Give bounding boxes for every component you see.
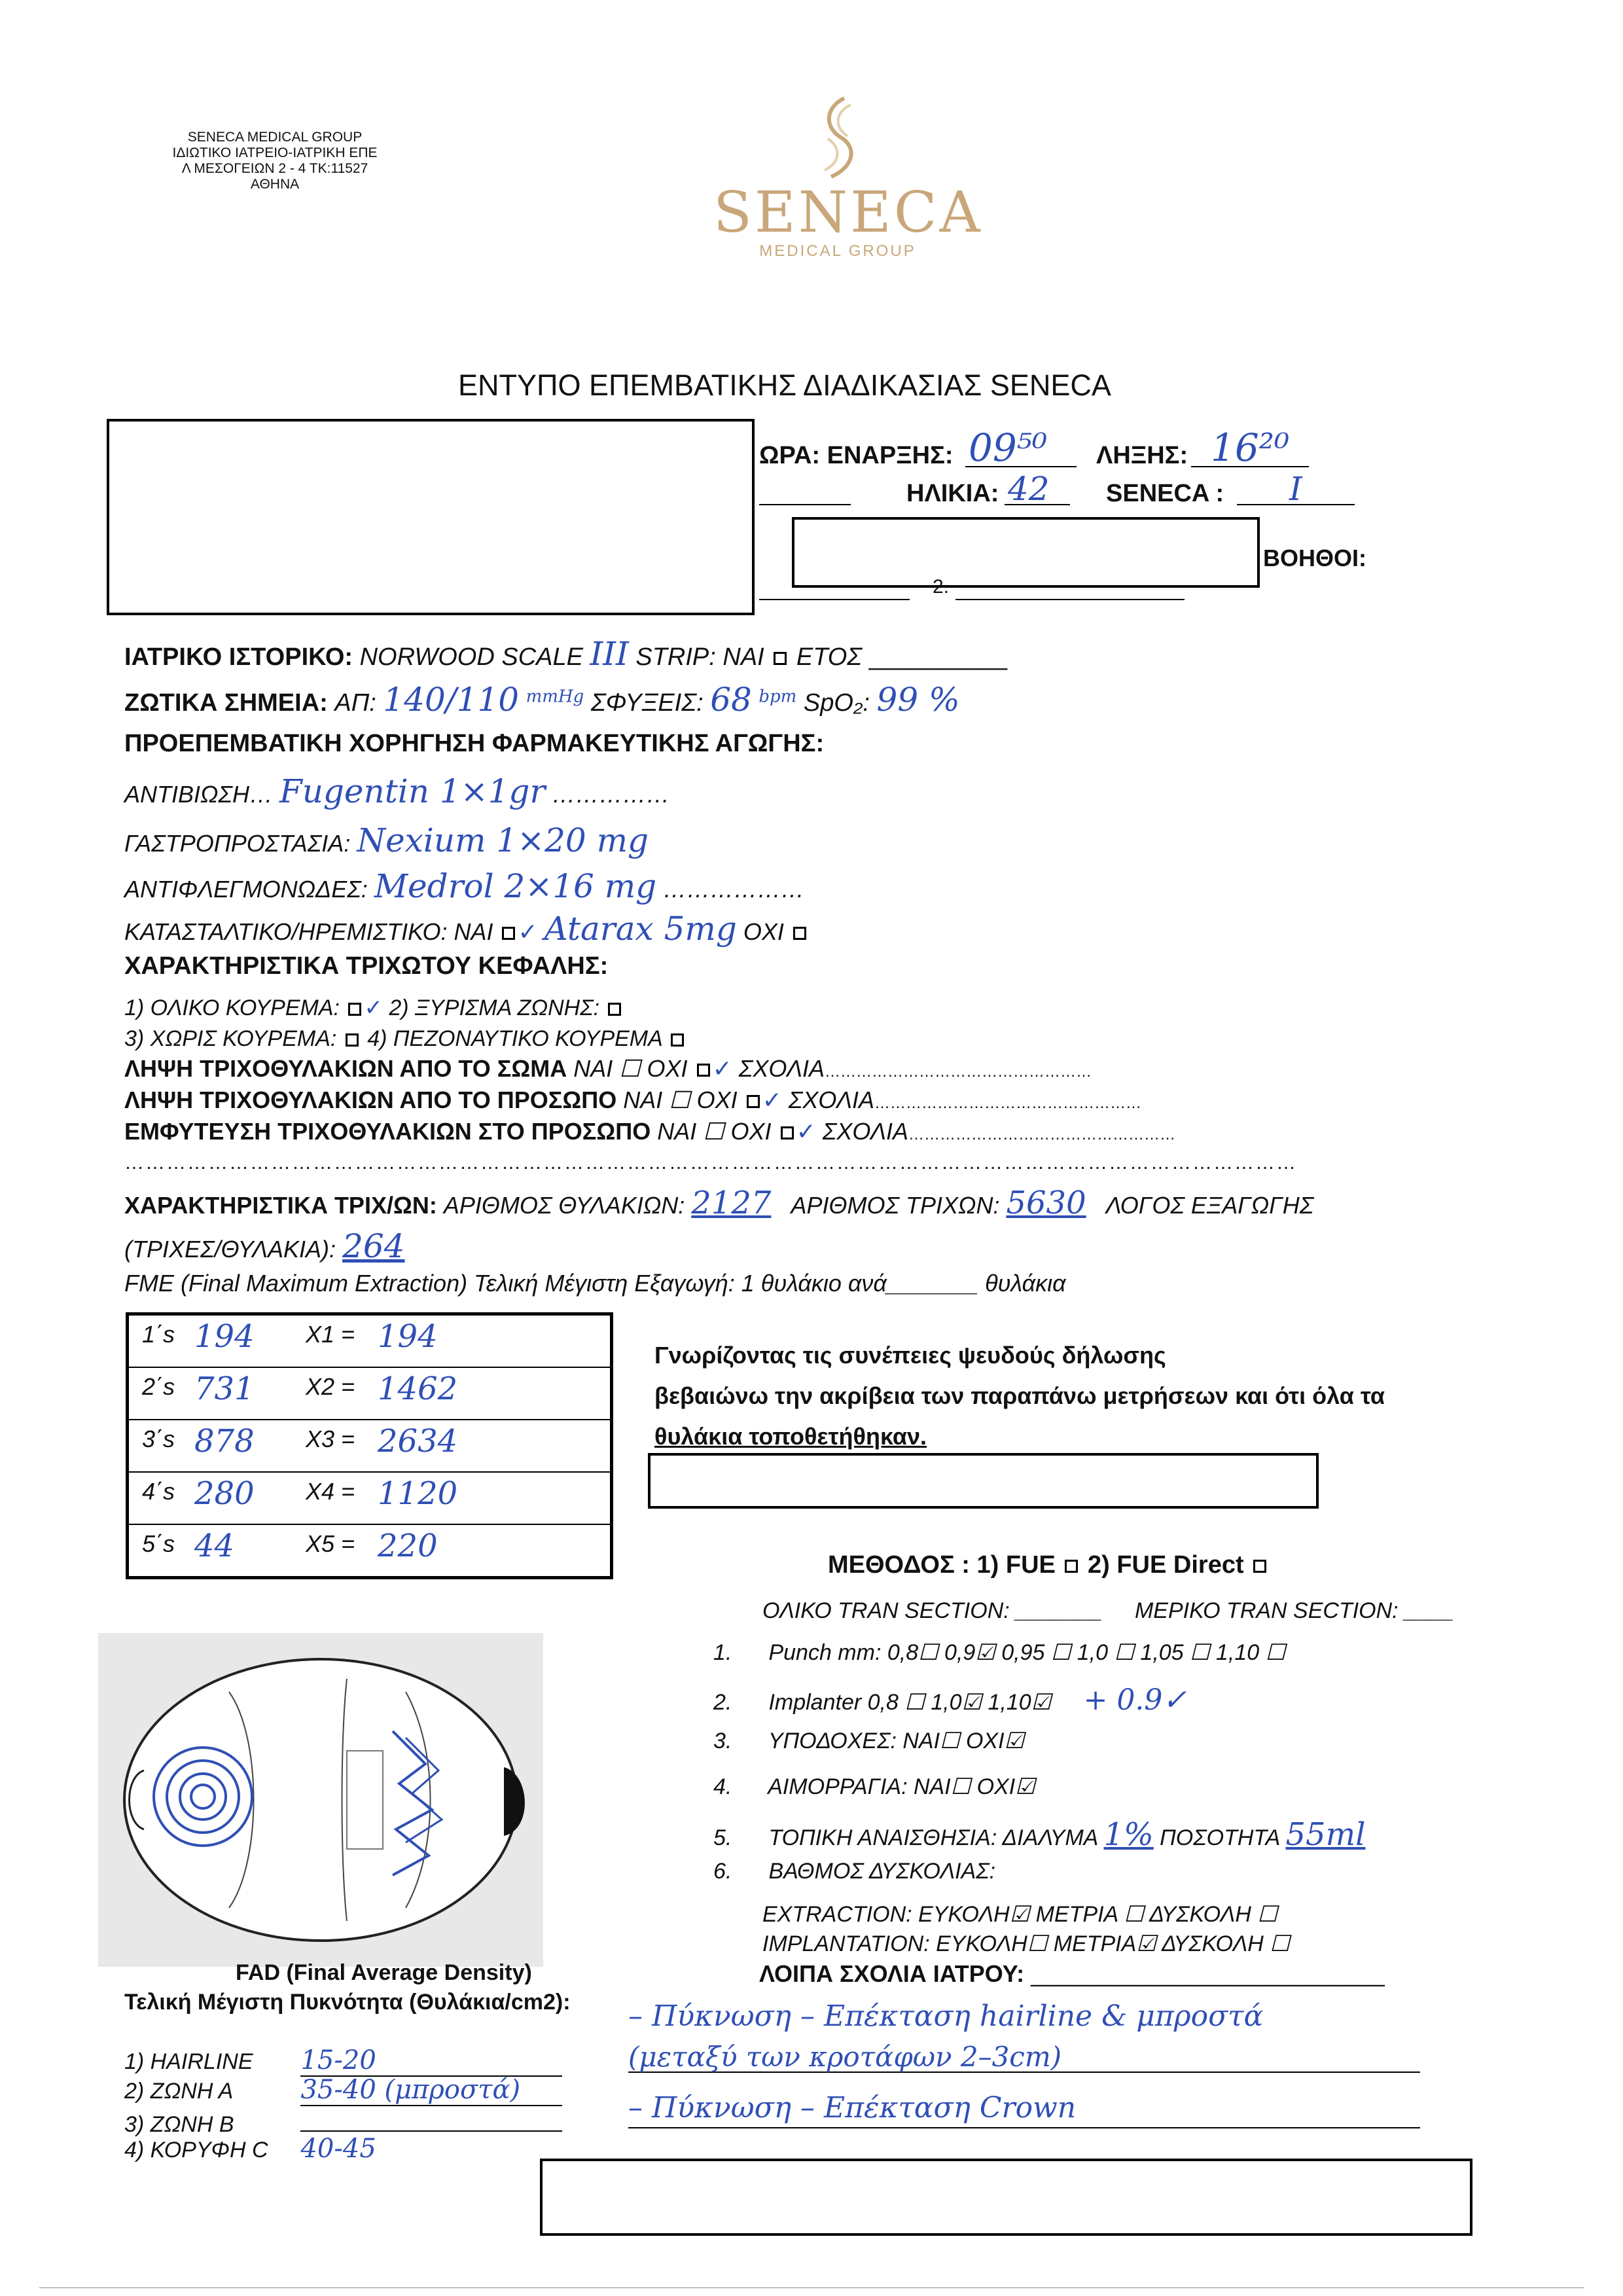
age-value: 42 [1008,470,1050,508]
method-item [713,1859,995,1884]
quantity-label: ΠΟΣΟΤΗΤΑ [1160,1825,1280,1850]
follicles-value: 2127 [691,1185,772,1221]
table-row [128,1420,612,1472]
hair-options-row [124,995,624,1021]
tran-partial-line: ____ [1404,1598,1454,1623]
dot-leader: ……………… [663,876,805,903]
premed-value: Medrol 2×16 mg [374,867,657,905]
premed-title: ΠΡΟΕΠΕΜΒΑΤΙΚΗ ΧΟΡΗΓΗΣΗ ΦΑΡΜΑΚΕΥΤΙΚΗΣ ΑΓΩΓΗΣ: [124,730,825,757]
count-multiplier: X3 = [306,1426,355,1452]
fad-label: 4) ΚΟΡΥΦΗ C [124,2138,268,2162]
implantation-difficulty: IMPLANTATION: ΕΥΚΟΛΗ☐ ΜΕΤΡΙΑ☑ ΔΥΣΚΟΛΗ ☐ [762,1931,1290,1956]
count-total: 1462 [378,1371,458,1407]
sedative-label: ΚΑΤΑΣΤΑΛΤΙΚΟ/ΗΡΕΜΙΣΤΙΚΟ: ΝΑΙ [124,918,493,945]
check-mark-icon: ✓ [712,1056,732,1083]
count-label: 5΄s [142,1530,175,1557]
receptors: ΥΠΟΔΟΧΕΣ: ΝΑΙ☐ ΟΧΙ☑ [768,1729,1025,1753]
follicles-label: ΑΡΙΘΜΟΣ ΘΥΛΑΚΙΩΝ: [443,1192,685,1219]
method-item [713,1640,1285,1666]
premed-row [124,821,649,859]
scalp-diagram [98,1633,543,1967]
seneca-field-line [1237,504,1355,505]
hair-title: ΧΑΡΑΚΤΗΡΙΣΤΙΚΑ ΤΡΙΧΩΤΟΥ ΚΕΦΑΛΗΣ: [124,952,609,980]
premed-row [124,772,669,810]
graft-row-label: ΕΜΦΥΤΕΥΣΗ ΤΡΙΧΟΘΥΛΑΚΙΩΝ ΣΤΟ ΠΡΟΣΩΠΟ [124,1118,651,1145]
seneca-field-value: I [1289,470,1302,508]
method-row [828,1551,1269,1579]
count-total: 2634 [378,1423,458,1460]
anesthesia-value: 1% [1103,1816,1154,1853]
count-value: 731 [194,1371,255,1407]
item-number: 6. [713,1859,732,1884]
company-line: ΙΔΙΩΤΙΚΟ ΙΑΤΡΕΙΟ-ΙΑΤΡΙΚΗ ΕΠΕ [172,145,378,160]
count-label: 4΄s [142,1478,175,1505]
premed-value: Nexium 1×20 mg [357,821,649,859]
zone-shave-checkbox[interactable] [608,1003,621,1016]
strip-year-label: ΕΤΟΣ [796,643,863,671]
item-number: 1. [713,1640,732,1665]
premed-value: Fugentin 1×1gr [279,772,546,810]
fad-label: 1) HAIRLINE [124,2049,253,2074]
pulse-label: ΣΦΥΞΕΙΣ: [590,689,704,717]
scalp-diagram-drawing [98,1633,543,1967]
logo-subtext: MEDICAL GROUP [759,242,916,260]
table-row [128,1314,612,1368]
count-multiplier: X1 = [306,1321,355,1348]
implanter-sizes: Implanter 0,8 ☐ 1,0☑ 1,10☑ [768,1690,1052,1715]
sedative-no-checkbox[interactable] [793,927,806,940]
dot-separator: …………………………………………………………………………………………………………………………………………………… [124,1152,1297,1174]
pulse-value: 68 [710,681,752,719]
graft-row-comments: ΣΧΟΛΙΑ [788,1086,875,1113]
strip-checkbox[interactable] [774,652,787,665]
count-multiplier: X5 = [306,1530,355,1557]
declaration [654,1335,1385,1457]
marine-cut-checkbox[interactable] [671,1033,684,1047]
start-time-line [965,466,1077,467]
ratio-value: 264 [342,1227,405,1265]
anesthesia-label: ΤΟΠΙΚΗ ΑΝΑΙΣΘΗΣΙΑ: ΔΙΑΛΥΜΑ [768,1825,1098,1850]
assistant-2-line [955,599,1185,600]
premed-label: ΓΑΣΤΡΟΠΡΟΣΤΑΣΙΑ: [124,830,351,857]
item-number: 3. [713,1729,732,1753]
item-number: 5. [713,1825,732,1850]
dot-leader: …………………………………………… [825,1063,1092,1081]
sedative-value: Atarax 5mg [544,910,737,948]
spo2-value: 99 % [876,681,960,719]
fad-label: 2) ΖΩΝΗ Α [124,2079,234,2104]
check-mark-icon: ✓ [796,1119,816,1145]
graft-row-label: ΛΗΨΗ ΤΡΙΧΟΘΥΛΑΚΙΩΝ ΑΠΟ ΤΟ ΣΩΜΑ [124,1055,567,1082]
full-shave-checkbox[interactable] [348,1003,361,1016]
end-time-value: 16²⁰ [1211,425,1290,470]
count-label: 3΄s [142,1426,175,1452]
hair-options-row [124,1026,687,1052]
tran-full-label: ΟΛΙΚΟ TRAN SECTION: [762,1598,1010,1623]
doctor-note: – Πύκνωση – Επέκταση Crown [628,2091,1077,2125]
doctor-notes-line: ___________________________ [1031,1960,1385,1987]
fad-row [124,2134,376,2164]
fme-text: FME (Final Maximum Extraction) Τελική Μέγιστη Εξαγωγή: 1 θυλάκιο ανά_______ θυλάκια [124,1270,1066,1297]
company-address [164,130,386,192]
doctor-notes-row [759,1960,1385,1988]
table-row [128,1367,612,1420]
logo-text: SENECA [713,180,983,245]
graft-row [124,1118,1175,1145]
graft-row-comments: ΣΧΟΛΙΑ [822,1118,908,1145]
assistants-redacted [792,517,1260,588]
difficulty-label: ΒΑΘΜΟΣ ΔΥΣΚΟΛΙΑΣ: [768,1859,996,1884]
premed-row [124,910,809,948]
count-label: 1΄s [142,1321,175,1348]
extraction-difficulty: EXTRACTION: ΕΥΚΟΛΗ☑ ΜΕΤΡΙΑ ☐ ΔΥΣΚΟΛΗ ☐ [762,1902,1277,1927]
declaration-line: Γνωρίζοντας τις συνέπειες ψευδούς δήλωσης [654,1342,1166,1369]
note-line [628,2127,1420,2128]
hair-char-label: ΧΑΡΑΚΤΗΡΙΣΤΙΚΑ ΤΡΙΧ/ΩΝ: [124,1192,437,1219]
ratio-label-2: (ΤΡΙΧΕΣ/ΘΥΛΑΚΙΑ): [124,1236,336,1263]
doctor-note: (μεταξύ των κροτάφων 2–3cm) [628,2041,1062,2073]
premed-label: ΑΝΤΙΒΙΩΣΗ… [124,781,273,808]
marine-cut-label: 4) ΠΕΖΟΝΑΥΤΙΚΟ ΚΟΥΡΕΜΑ [367,1026,662,1051]
premed-row [124,867,804,905]
vitals-label: ΖΩΤΙΚΑ ΣΗΜΕΙΑ: [124,689,328,717]
vitals-row [124,681,960,719]
norwood-label: NORWOOD SCALE [359,643,583,671]
company-line: SENECA MEDICAL GROUP [187,130,363,145]
method-item [713,1816,1365,1853]
dot-leader: …………… [552,781,670,808]
logo-swirl-icon [805,92,870,183]
bp-label: ΑΠ: [334,689,376,717]
patient-info-redacted [107,419,755,615]
punch-sizes: Punch mm: 0,8☐ 0,9☑ 0,95 ☐ 1,0 ☐ 1,05 ☐ 1,10 ☐ [768,1640,1286,1665]
quantity-value: 55ml [1285,1816,1366,1853]
history-label: ΙΑΤΡΙΚΟ ΙΣΤΟΡΙΚΟ: [124,643,353,671]
norwood-value: III [590,635,629,673]
count-multiplier: X4 = [306,1478,355,1505]
ratio-label: ΛΟΓΟΣ ΕΞΑΓΩΓΗΣ [1105,1192,1314,1219]
table-row [128,1472,612,1524]
tran-full-line: _______ [1016,1598,1103,1623]
hairs-value: 5630 [1006,1185,1086,1221]
fad-row [124,2045,562,2077]
check-mark-icon: ✓ [364,995,383,1021]
method-opt2: 2) FUE Direct [1088,1551,1244,1579]
fad-row [124,2075,562,2106]
doctor-notes-label: ΛΟΙΠΑ ΣΧΟΛΙΑ ΙΑΤΡΟΥ: [759,1960,1025,1987]
check-mark-icon: ✓ [518,919,538,946]
fad-value: 40-45 [300,2134,376,2164]
count-total: 194 [378,1318,438,1355]
assistants-label: ΒΟΗΘΟΙ: [1263,545,1366,571]
table-row [128,1524,612,1578]
count-value: 878 [194,1423,255,1460]
zone-shave-label: 2) ΞΥΡΙΣΜΑ ΖΩΝΗΣ: [389,996,600,1020]
graft-row-comments: ΣΧΟΛΙΑ [738,1055,825,1082]
doctor-note: – Πύκνωση – Επέκταση hairline & μπροστά [628,2000,1264,2033]
no-shave-label: 3) ΧΩΡΙΣ ΚΟΥΡΕΜΑ: [124,1026,337,1051]
spo2-label: SpO₂: [803,689,870,717]
graft-row-options: ΝΑΙ ☐ ΟΧΙ [623,1086,738,1113]
start-time-label: ΩΡΑ: ΕΝΑΡΞΗΣ: [759,442,954,469]
method-item [713,1683,1186,1717]
company-line: Λ ΜΕΣΟΓΕΙΩΝ 2 - 4 ΤΚ:11527 [181,161,368,176]
doctor-signature-redacted [540,2159,1472,2236]
footer-line [39,2287,1584,2288]
ratio-row [124,1227,405,1265]
item-number: 2. [713,1690,732,1715]
seneca-field-label: SENECA : [1106,480,1224,507]
graft-row-options: ΝΑΙ ☐ ΟΧΙ [573,1055,688,1082]
bp-note: mmHg [526,687,584,707]
graft-no-checkbox[interactable] [697,1064,710,1077]
company-line: ΑΘΗΝΑ [250,177,300,192]
sedative-no-label: ΟΧΙ [743,918,784,945]
count-value: 280 [194,1475,255,1512]
fad-label: 3) ΖΩΝΗ Β [124,2112,234,2137]
fad-value: 35-40 (μπροστά) [300,2075,562,2106]
fue-checkbox[interactable] [1065,1560,1078,1573]
count-total: 1120 [378,1475,458,1512]
age-label: ΗΛΙΚΙΑ: [906,480,999,507]
transection-row [762,1598,1454,1624]
fad-subtitle: Τελική Μέγιστη Πυκνότητα (Θυλάκια/cm2): [124,1990,571,2015]
hair-char-row [124,1185,1313,1221]
implanter-extra: + 0.9✓ [1083,1683,1187,1717]
sedative-yes-checkbox[interactable] [502,927,515,940]
blank-line [759,504,851,505]
method-item [713,1774,1035,1800]
declaration-line: θυλάκια τοποθετήθηκαν. [654,1423,927,1450]
end-time-label: ΛΗΞΗΣ: [1096,442,1188,469]
premed-label: ΑΝΤΙΦΛΕΓΜΟΝΩΔΕΣ: [124,876,368,903]
history-row [124,635,1007,673]
strip-year-line: __________ [868,643,1007,671]
fad-value: 15-20 [300,2045,562,2077]
pulse-note: bpm [758,687,797,707]
assistant-2-label: 2. [933,576,950,598]
graft-count-table [126,1312,613,1579]
graft-no-checkbox[interactable] [781,1126,794,1139]
count-total: 220 [378,1528,438,1564]
method-item [713,1728,1024,1754]
count-value: 44 [194,1528,235,1564]
fad-title: FAD (Final Average Density) [236,1960,532,1985]
bleeding: ΑΙΜΟΡΡΑΓΙΑ: ΝΑΙ☐ ΟΧΙ☑ [768,1774,1035,1799]
tran-partial-label: ΜΕΡΙΚΟ TRAN SECTION: [1134,1598,1399,1623]
graft-row [124,1055,1092,1083]
strip-label: STRIP: ΝΑΙ [635,643,764,671]
form-title: ΕΝΤΥΠΟ ΕΠΕΜΒΑΤΙΚΗΣ ΔΙΑΔΙΚΑΣΙΑΣ SENECA [458,368,1111,402]
bp-value: 140/110 [383,681,520,719]
fad-row [124,2104,562,2138]
end-time-line [1191,466,1309,467]
check-mark-icon: ✓ [762,1087,782,1114]
full-shave-label: 1) ΟΛΙΚΟ ΚΟΥΡΕΜΑ: [124,996,340,1020]
start-time-value: 09⁵⁰ [969,425,1048,470]
count-label: 2΄s [142,1373,175,1400]
signature-redacted [648,1453,1319,1509]
fad-value [300,2104,562,2132]
age-line [1005,504,1070,505]
graft-no-checkbox[interactable] [747,1095,760,1108]
item-number: 4. [713,1774,732,1799]
dot-leader: …………………………………………… [874,1094,1142,1112]
fue-direct-checkbox[interactable] [1253,1560,1266,1573]
count-multiplier: X2 = [306,1373,355,1400]
graft-row-options: ΝΑΙ ☐ ΟΧΙ [657,1118,772,1145]
assistant-2-line [759,599,910,600]
no-shave-checkbox[interactable] [346,1033,359,1047]
graft-row [124,1086,1141,1114]
seneca-logo [713,92,983,288]
hairs-label: ΑΡΙΘΜΟΣ ΤΡΙΧΩΝ: [791,1192,1000,1219]
dot-leader: …………………………………………… [908,1126,1175,1143]
graft-row-label: ΛΗΨΗ ΤΡΙΧΟΘΥΛΑΚΙΩΝ ΑΠΟ ΤΟ ΠΡΟΣΩΠΟ [124,1086,617,1113]
count-value: 194 [194,1318,255,1355]
method-title: ΜΕΘΟΔΟΣ : 1) FUE [828,1551,1056,1579]
declaration-line: βεβαιώνω την ακρίβεια των παραπάνω μετρήσεων και ότι όλα τα [654,1382,1385,1409]
